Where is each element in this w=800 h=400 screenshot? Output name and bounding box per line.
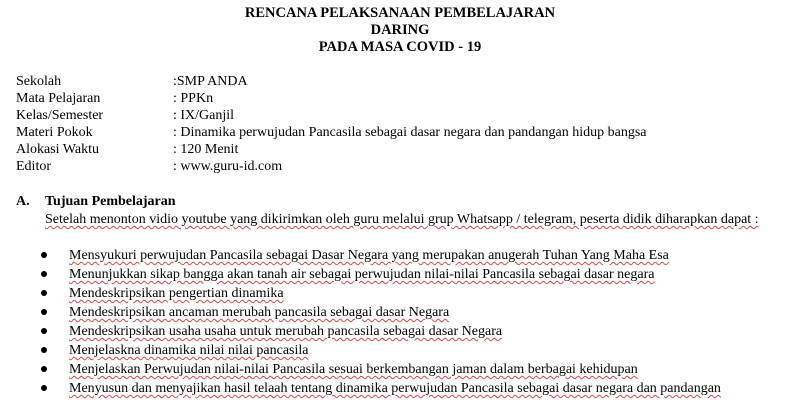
- info-value: : www.guru-id.com: [173, 159, 283, 174]
- objective-text: Mendeskripsikan usaha usaha untuk merubah pancasila sebagai dasar Negara: [69, 324, 503, 339]
- info-value: : 120 Menit: [173, 142, 239, 157]
- info-value: : PPKn: [173, 91, 214, 106]
- section-letter: A.: [16, 194, 30, 209]
- section-title: Tujuan Pembelajaran: [45, 194, 176, 209]
- list-item: [0, 379, 800, 398]
- objective-text: Mendeskripsikan pengertian dinamika: [69, 286, 284, 301]
- info-value: :SMP ANDA: [173, 74, 248, 89]
- objectives-list: [0, 246, 800, 398]
- bullet-icon: [41, 328, 47, 334]
- list-item: [0, 303, 800, 322]
- objective-text: Menjelaskna dinamika nilai nilai pancasila: [69, 343, 309, 358]
- document-subtitle-covid: PADA MASA COVID - 19: [318, 39, 482, 55]
- objective-text: Mendeskripsikan ancaman merubah pancasila sebagai dasar Negara: [69, 305, 450, 320]
- bullet-icon: [41, 252, 47, 258]
- list-item: [0, 246, 800, 265]
- info-label: Editor: [16, 159, 51, 174]
- info-label: Alokasi Waktu: [16, 142, 99, 157]
- bullet-icon: [41, 290, 47, 296]
- list-item: [0, 360, 800, 379]
- info-value: : Dinamika perwujudan Pancasila sebagai dasar negara dan pandangan hidup bangsa: [173, 125, 647, 140]
- bullet-icon: [41, 309, 47, 315]
- list-item: [0, 322, 800, 341]
- document-title: RENCANA PELAKSANAAN PEMBELAJARAN: [244, 5, 556, 21]
- objective-text: Menunjukkan sikap bangga akan tanah air sebagai perwujudan nilai-nilai Pancasila sebagai dasar negara: [69, 267, 655, 282]
- list-item: [0, 341, 800, 360]
- info-label: Kelas/Semester: [16, 108, 104, 123]
- info-label: Mata Pelajaran: [16, 91, 101, 106]
- objective-text: Menyusun dan menyajikan hasil telaah tentang dinamika perwujudan Pancasila sebagai dasar negara dan pandangan: [69, 381, 721, 396]
- objective-text: Menjelaskan Perwujudan nilai-nilai Pancasila sesuai berkembangan jaman dalam berbagai kehidupan: [69, 362, 638, 377]
- info-value: : IX/Ganjil: [173, 108, 235, 123]
- bullet-icon: [41, 271, 47, 277]
- info-label: Sekolah: [16, 74, 62, 89]
- document-subtitle-daring: DARING: [370, 22, 430, 38]
- bullet-icon: [41, 366, 47, 372]
- bullet-icon: [41, 347, 47, 353]
- objective-text: Mensyukuri perwujudan Pancasila sebagai Dasar Negara yang merupakan anugerah Tuhan Yang Maha Esa: [69, 248, 669, 263]
- list-item: [0, 265, 800, 284]
- section-intro-paragraph: Setelah menonton vidio youtube yang dikirimkan oleh guru melalui grup Whatsapp / telegram, peserta didik diharapkan dapat :: [45, 212, 759, 227]
- list-item: [0, 284, 800, 303]
- bullet-icon: [41, 385, 47, 391]
- info-label: Materi Pokok: [16, 125, 93, 140]
